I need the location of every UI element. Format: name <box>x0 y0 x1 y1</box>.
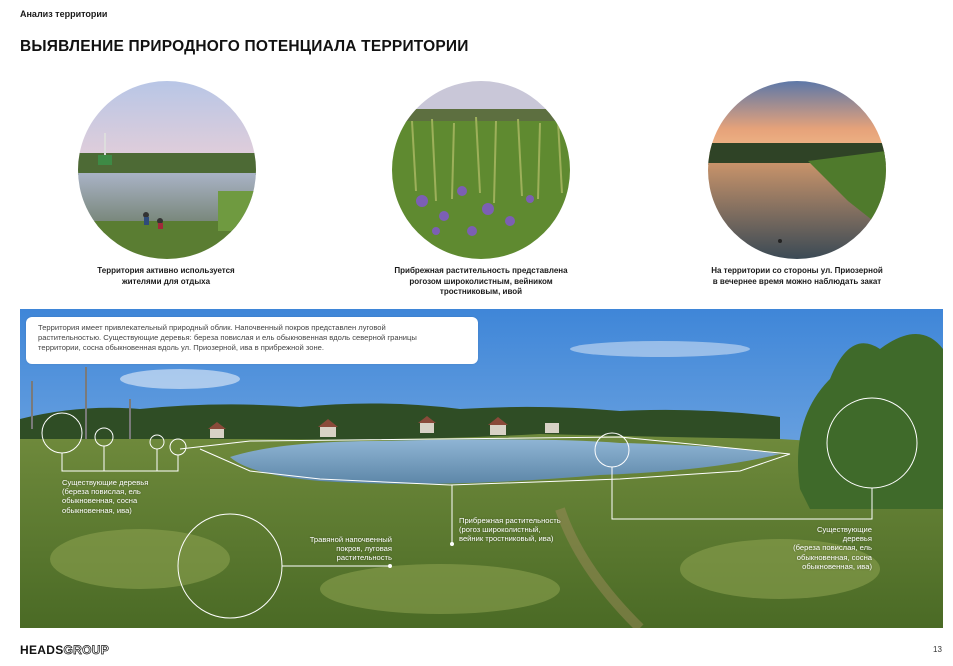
annotation-line: растительность <box>336 553 392 563</box>
annotation-line: обыкновенная, ива) <box>802 561 872 571</box>
annotation-trees-left <box>62 478 148 515</box>
page-title: ВЫЯВЛЕНИЕ ПРИРОДНОГО ПОТЕНЦИАЛА ТЕРРИТОРИИ <box>20 38 469 55</box>
photo-caption-1 <box>61 266 271 287</box>
caption-line: Прибрежная растительность представлена <box>394 266 568 275</box>
annotation-line: Травяной напочвенный <box>309 535 392 544</box>
logo-part-heads: HEADS <box>20 643 64 657</box>
logo-part-group: GROUP <box>63 643 110 657</box>
photo-caption-2 <box>376 266 586 298</box>
annotation-line: (рогоз широколистный, <box>459 525 541 535</box>
caption-line: в вечернее время можно наблюдать закат <box>712 276 882 286</box>
annotation-line: обыкновенная, сосна <box>62 496 138 506</box>
caption-line: рогозом широколистным, вейником <box>409 276 553 286</box>
photo-pond-recreation <box>78 81 256 259</box>
annotation-line: Существующие деревья <box>62 478 149 487</box>
company-logo <box>20 643 109 657</box>
annotation-line: вейник тростниковый, ива) <box>459 534 554 544</box>
annotation-line: обыкновенная, ива) <box>62 505 132 515</box>
caption-line: Территория активно используется <box>97 266 235 275</box>
annotation-line: обыкновенная, сосна <box>796 552 872 562</box>
caption-line: На территории со стороны ул. Приозерной <box>711 266 883 275</box>
photo-sunset <box>708 81 886 259</box>
annotation-line: покров, луговая <box>336 544 392 554</box>
page-number: 13 <box>933 645 942 654</box>
section-label: Анализ территории <box>20 9 108 19</box>
description-line: территории, сосна обыкновенная вдоль ул. Приозерной, ива в прибрежной зоне. <box>38 343 324 352</box>
description-line: Территория имеет привлекательный природный облик. Напочвенный покров представлен луговой <box>38 323 386 332</box>
annotation-grass <box>288 535 392 563</box>
annotation-line: (береза повислая, ель <box>793 543 872 553</box>
annotation-line: Прибрежная растительность <box>459 516 561 525</box>
panorama-description <box>26 317 478 364</box>
annotation-line: деревья <box>842 534 872 544</box>
photo-caption-3 <box>692 266 902 287</box>
caption-line: тростниковым, ивой <box>439 287 523 296</box>
annotation-line: (береза повислая, ель <box>62 487 141 497</box>
photo-shore-vegetation <box>392 81 570 259</box>
caption-line: жителями для отдыха <box>121 276 211 286</box>
annotation-line: Существующие <box>816 525 872 534</box>
description-line: растительностью. Существующие деревья: береза повислая и ель обыкновенная вдоль северной границы <box>38 333 417 342</box>
annotation-shore <box>459 516 561 544</box>
annotation-trees-right <box>770 525 872 571</box>
